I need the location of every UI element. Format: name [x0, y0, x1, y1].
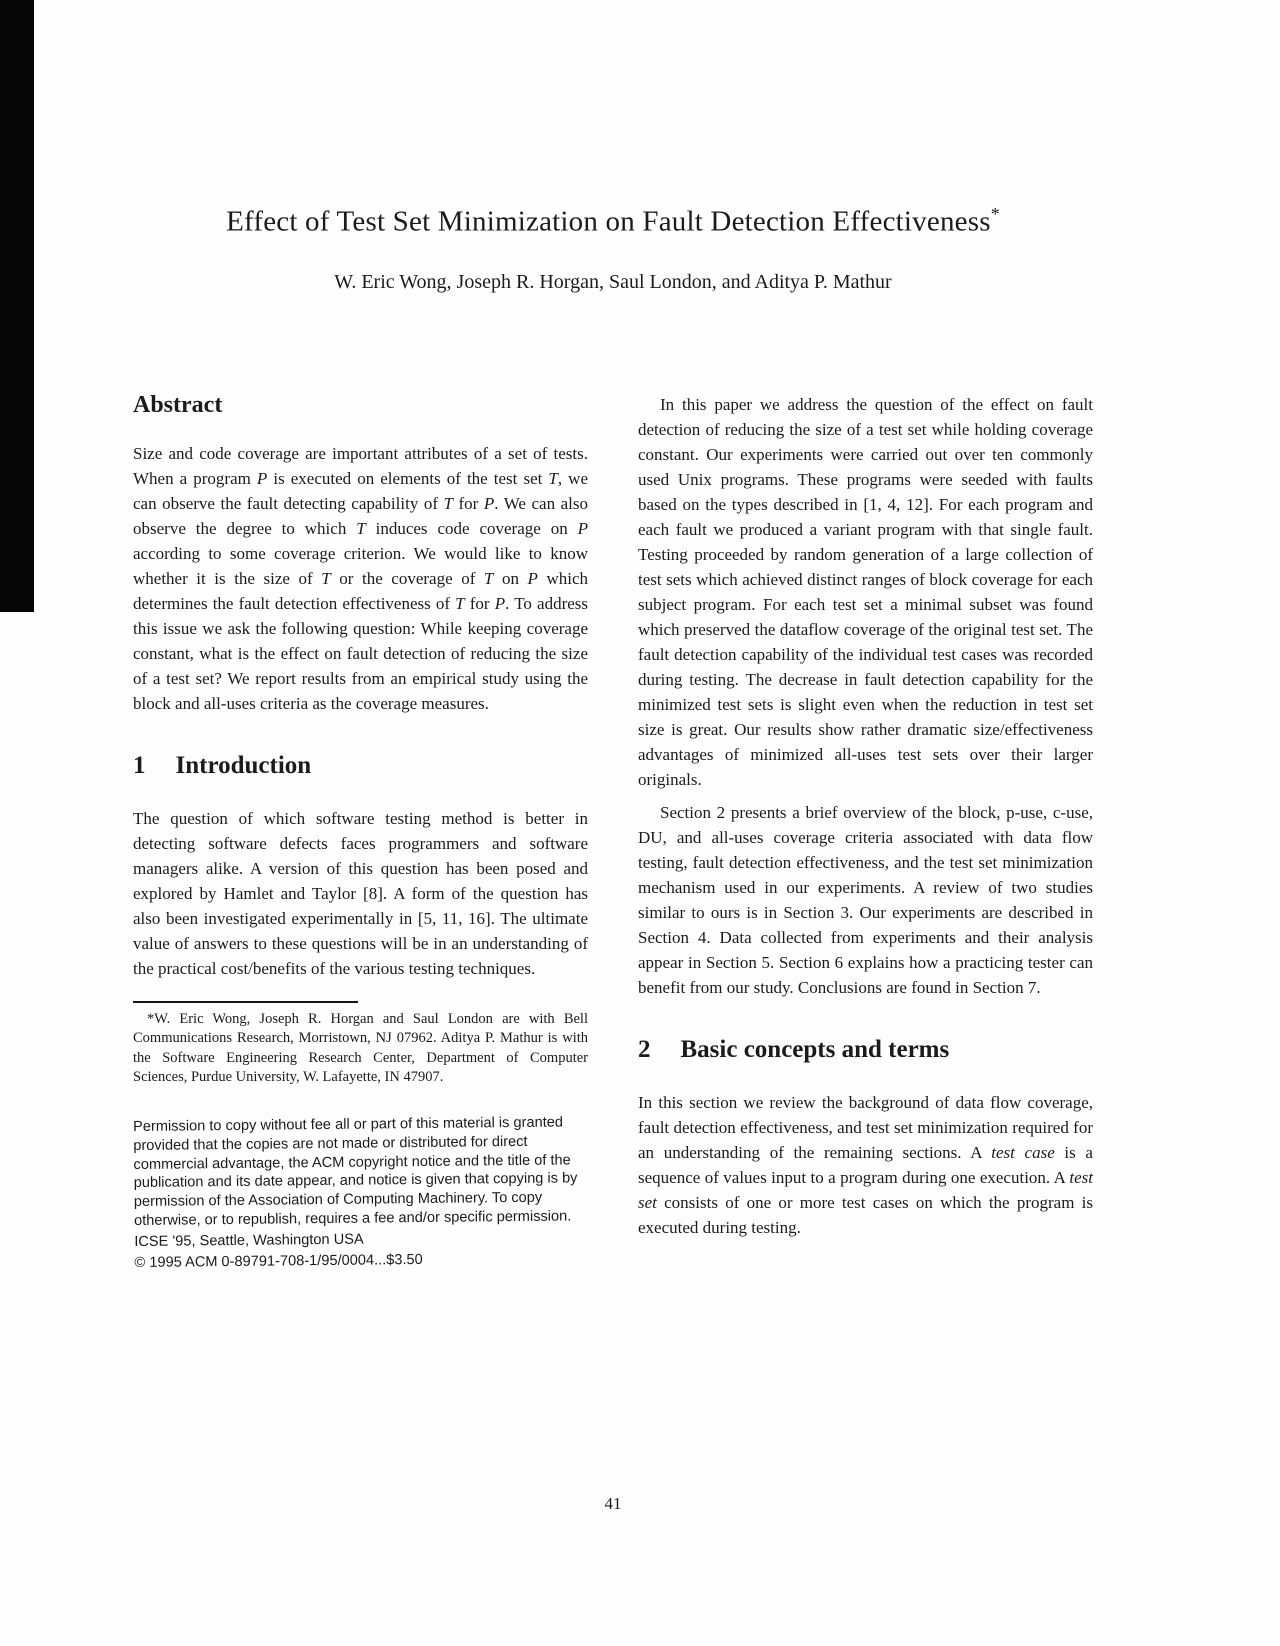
introduction-paragraph: The question of which software testing method is better in detecting software defects faces programmers and software managers alike. A version of this question has been posed and explored by Hamlet and Taylor [8]. A form of the question has also been investigated experimentally in [5, 11, 16]. The ultimate value of answers to these questions will be in an understanding of the practical cost/benefits of the various testing techniques. — [133, 808, 588, 978]
section-1-number: 1 — [133, 751, 146, 779]
paper-content — [133, 0, 1093, 1272]
copyright-line: © 1995 ACM 0-89791-708-1/95/0004...$3.50 — [134, 1251, 423, 1271]
scan-artifact-strip — [0, 0, 34, 612]
paper-title — [133, 204, 1093, 239]
abstract-paragraph: Size and code coverage are important attributes of a set of tests. When a program P is executed on elements of the test set T, we can observe the fault detecting capability of T for P. We can also observe the degree to which T induces code coverage on P according to some coverage criterion. We would like to know whether it is the size of T or the coverage of T on P which determines the fault detection effectiveness of T for P. To address this issue we ask the following question: While keeping coverage constant, what is the effect on fault detection of reducing the size of a test set? We report results from an empirical study using the block and all-uses criteria as the coverage measures. — [133, 443, 589, 713]
conference-line: ICSE '95, Seattle, Washington USA — [134, 1231, 364, 1250]
copyright-permission-block — [133, 1113, 590, 1272]
permission-notice: Permission to copy without fee all or part of this material is granted provided that the copies are not made or distributed for direct commercial advantage, the ACM copyright notice and the title of the publication and its date appear, and notice is given that copying is by permission of the Association of Computing Machinery. To copy otherwise, or to republish, requires a fee and/or specific permission. — [133, 1114, 578, 1229]
section-2-heading — [638, 1036, 1093, 1064]
roadmap-paragraph: Section 2 presents a brief overview of the block, p-use, c-use, DU, and all-uses coverage criteria associated with data flow testing, fault detection effectiveness, and the test set minimization mechanism used in our experiments. A review of two studies similar to ours is in Section 3. Our experiments are described in Section 4. Data collected from experiments and their analysis appear in Section 5. Section 6 explains how a practicing tester can benefit from our study. Conclusions are found in Section 7. — [638, 802, 1093, 997]
two-column-body — [133, 392, 1093, 1272]
page-number: 41 — [604, 1494, 622, 1513]
paper-title-text: Effect of Test Set Minimization on Fault Detection Effectiveness — [226, 205, 991, 238]
right-column — [638, 392, 1093, 1272]
author-affiliation-footnote: *W. Eric Wong, Joseph R. Horgan and Saul London are with Bell Communications Research, Morristown, NJ 07962. Aditya P. Mathur is with the Software Engineering Research Center, Department of Computer Sciences, Purdue University, W. Lafayette, IN 47907. — [133, 1010, 588, 1086]
paper-authors: W. Eric Wong, Joseph R. Horgan, Saul London, and Aditya P. Mathur — [334, 270, 892, 293]
section-2-title: Basic concepts and terms — [680, 1035, 950, 1063]
basic-concepts-paragraph: In this section we review the background of data flow coverage, fault detection effectiveness, and test set minimization required for an understanding of the remaining sections. A test case is a sequence of values input to a program during one execution. A test set consists of one or more test cases on which the program is executed during testing. — [638, 1092, 1093, 1237]
left-column — [133, 392, 588, 1272]
footnote-separator-rule — [133, 1001, 358, 1003]
section-1-title: Introduction — [175, 751, 312, 779]
section-1-heading — [133, 752, 588, 780]
section-2-number: 2 — [638, 1035, 651, 1063]
overview-paragraph: In this paper we address the question of the effect on fault detection of reducing the size of a test set while holding coverage constant. Our experiments were carried out over ten commonly used Unix programs. These programs were seeded with faults based on the types described in [1, 4, 12]. For each program and each fault we produced a variant program with that single fault. Testing proceeded by random generation of a large collection of test sets which achieved distinct ranges of block coverage for each subject program. For each test set a minimal subset was found which preserved the dataflow coverage of the original test set. The fault detection capability of the individual test cases was recorded during testing. The decrease in fault detection capability for the minimized test sets is slight even when the reduction in test set size is great. Our results show rather dramatic size/effectiveness advantages of minimized all-uses test sets over their larger originals. — [638, 394, 1093, 789]
abstract-heading: Abstract — [133, 391, 223, 418]
title-footnote-mark: * — [990, 204, 1000, 224]
